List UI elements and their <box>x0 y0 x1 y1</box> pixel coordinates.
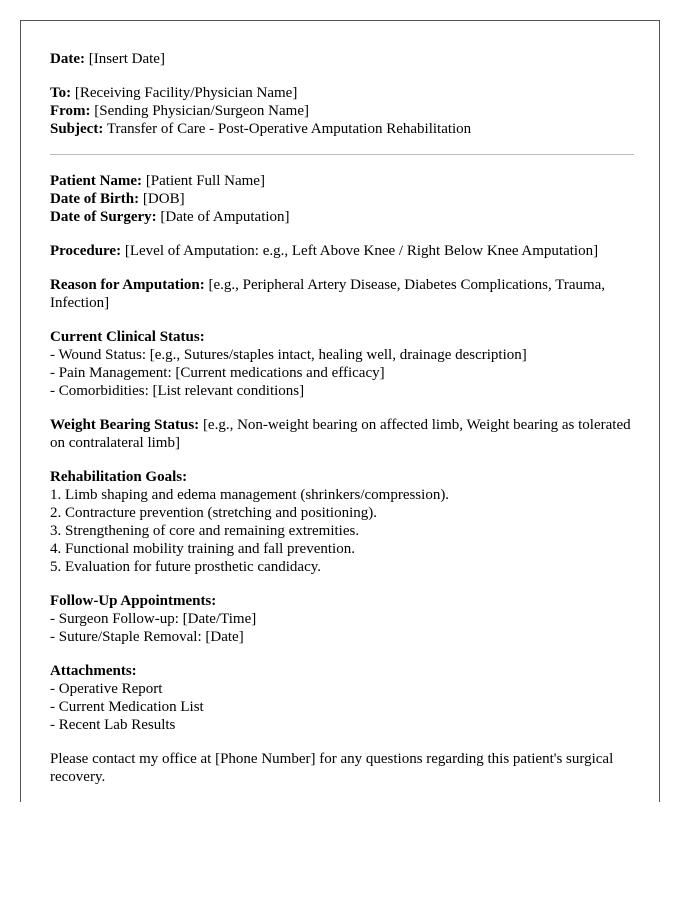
procedure-value: [Level of Amputation: e.g., Left Above Knee / Right Below Knee Amputation] <box>124 243 599 259</box>
list-item: 4. Functional mobility training and fall prevention. <box>50 541 355 557</box>
clinical-status-heading: Current Clinical Status: <box>50 329 205 345</box>
closing-text: Please contact my office at [Phone Number] for any questions regarding this patient's surgical recovery. <box>50 751 614 785</box>
attachments-heading: Attachments: <box>50 663 137 679</box>
list-item: - Pain Management: [Current medications and efficacy] <box>50 365 385 381</box>
follow-up-section <box>50 592 634 646</box>
follow-up-heading: Follow-Up Appointments: <box>50 593 217 609</box>
follow-up-list <box>50 610 634 646</box>
to-value: [Receiving Facility/Physician Name] <box>74 85 298 101</box>
dob-label: Date of Birth: <box>50 191 140 207</box>
list-item: - Wound Status: [e.g., Sutures/staples intact, healing well, drainage description] <box>50 347 527 363</box>
patient-name-value: [Patient Full Name] <box>145 173 265 189</box>
procedure-section <box>50 242 634 260</box>
weight-bearing-value: [e.g., Non-weight bearing on affected limb, Weight bearing as tolerated on contralateral limb] <box>50 417 631 451</box>
list-item: - Comorbidities: [List relevant conditions] <box>50 383 305 399</box>
rehab-goals-list <box>50 486 634 576</box>
from-label: From: <box>50 103 91 119</box>
reason-value: [e.g., Peripheral Artery Disease, Diabetes Complications, Trauma, Infection] <box>50 277 606 311</box>
date-line <box>50 50 634 68</box>
list-item: 3. Strengthening of core and remaining extremities. <box>50 523 360 539</box>
list-item: - Current Medication List <box>50 699 204 715</box>
weight-bearing-label: Weight Bearing Status: <box>50 417 200 433</box>
list-item: - Operative Report <box>50 681 163 697</box>
surgery-date-label: Date of Surgery: <box>50 209 157 225</box>
rehab-goals-section <box>50 468 634 576</box>
list-item: 5. Evaluation for future prosthetic candidacy. <box>50 559 322 575</box>
procedure-label: Procedure: <box>50 243 122 259</box>
list-item: - Recent Lab Results <box>50 717 176 733</box>
patient-info <box>50 172 634 226</box>
letter-page <box>20 20 660 802</box>
rehab-goals-heading: Rehabilitation Goals: <box>50 469 188 485</box>
letter-header <box>50 84 634 138</box>
list-item: - Surgeon Follow-up: [Date/Time] <box>50 611 257 627</box>
weight-bearing-section <box>50 416 634 452</box>
from-value: [Sending Physician/Surgeon Name] <box>94 103 309 119</box>
dob-value: [DOB] <box>142 191 185 207</box>
attachments-list <box>50 680 634 734</box>
attachments-section <box>50 662 634 734</box>
closing-section <box>50 750 634 786</box>
date-label: Date: <box>50 51 85 67</box>
clinical-status-list <box>50 346 634 400</box>
list-item: 2. Contracture prevention (stretching and positioning). <box>50 505 378 521</box>
subject-label: Subject: <box>50 121 104 137</box>
subject-value: Transfer of Care - Post-Operative Amputation Rehabilitation <box>106 121 472 137</box>
reason-label: Reason for Amputation: <box>50 277 205 293</box>
date-value: [Insert Date] <box>88 51 165 67</box>
patient-name-label: Patient Name: <box>50 173 143 189</box>
reason-section <box>50 276 634 312</box>
list-item: - Suture/Staple Removal: [Date] <box>50 629 244 645</box>
header-divider <box>50 154 634 155</box>
surgery-date-value: [Date of Amputation] <box>160 209 290 225</box>
letter-content <box>50 50 634 802</box>
clinical-status-section <box>50 328 634 400</box>
to-label: To: <box>50 85 72 101</box>
list-item: 1. Limb shaping and edema management (shrinkers/compression). <box>50 487 450 503</box>
